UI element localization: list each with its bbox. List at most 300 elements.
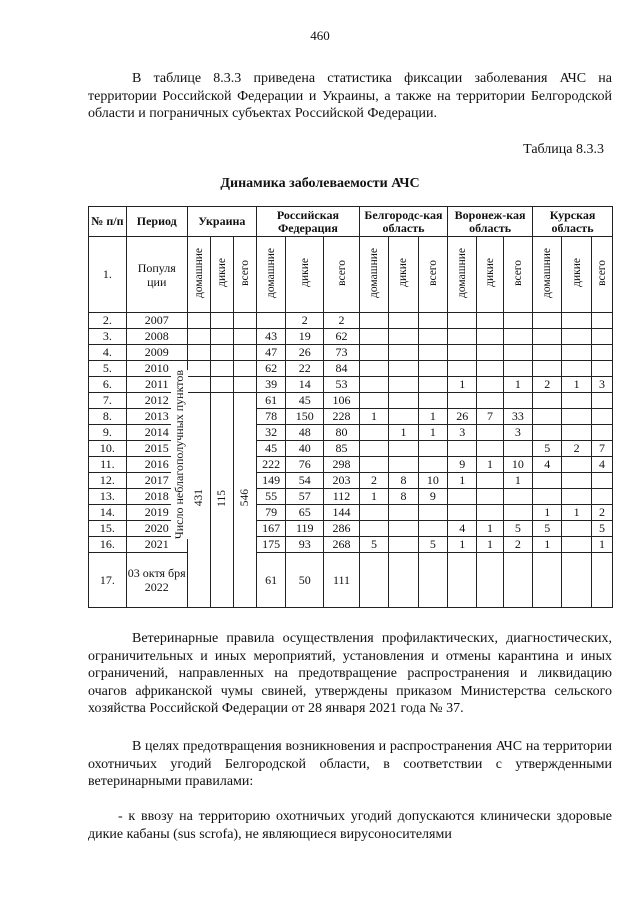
header-num: № п/п <box>89 207 127 237</box>
table-cell: 73 <box>324 345 360 361</box>
table-cell: 298 <box>324 457 360 473</box>
table-cell: 1 <box>477 457 503 473</box>
table-cell: 2 <box>359 473 388 489</box>
table-cell: 2 <box>286 313 324 329</box>
table-cell: 1 <box>562 377 591 393</box>
table-cell: 85 <box>324 441 360 457</box>
category-label: всего <box>335 259 348 286</box>
table-cell <box>210 345 233 361</box>
row-num: 4. <box>89 345 127 361</box>
table-cell <box>210 313 233 329</box>
header-belgorod: Белгородс-кая область <box>359 207 447 237</box>
table-cell <box>533 329 562 345</box>
table-row <box>89 505 613 521</box>
table-cell: 3 <box>591 377 612 393</box>
table-cell <box>359 313 388 329</box>
table-cell: 78 <box>256 409 285 425</box>
table-cell <box>477 393 503 409</box>
table-cell: 5 <box>591 521 612 537</box>
table-cell <box>477 313 503 329</box>
table-cell: 45 <box>256 441 285 457</box>
row-period: 2008 <box>126 329 187 345</box>
table-cell: 26 <box>448 409 477 425</box>
table-cell: 3 <box>503 425 532 441</box>
category-label: всего <box>511 259 524 286</box>
table-cell <box>562 425 591 441</box>
row-period: 2009 <box>126 345 187 361</box>
header-voronezh-total <box>503 237 532 313</box>
table-cell <box>448 553 477 608</box>
header-period: Период <box>126 207 187 237</box>
table-cell <box>359 425 388 441</box>
table-cell: 5 <box>503 521 532 537</box>
table-cell: 2 <box>503 537 532 553</box>
table-cell <box>389 345 418 361</box>
table-row <box>89 409 613 425</box>
table-cell: 80 <box>324 425 360 441</box>
row-period: 2016 <box>126 457 187 473</box>
header-kursk: Курская область <box>533 207 613 237</box>
table-cell: 47 <box>256 345 285 361</box>
table-row <box>89 377 613 393</box>
table-row <box>89 537 613 553</box>
table-cell: 53 <box>324 377 360 393</box>
category-label: дикие <box>298 258 311 287</box>
table-row <box>89 345 613 361</box>
table-cell <box>591 473 612 489</box>
table-cell <box>418 441 447 457</box>
table-cell: 1 <box>591 537 612 553</box>
table-cell: 3 <box>448 425 477 441</box>
row-num: 17. <box>89 553 127 608</box>
table-cell <box>233 345 256 361</box>
table-cell <box>477 345 503 361</box>
row-period: 2011 <box>126 377 187 393</box>
header-belgorod-domestic <box>359 237 388 313</box>
header-kursk-domestic <box>533 237 562 313</box>
table-cell <box>503 441 532 457</box>
row-period: 2018 <box>126 489 187 505</box>
row-num: 6. <box>89 377 127 393</box>
table-cell <box>562 521 591 537</box>
table-cell: 45 <box>286 393 324 409</box>
row-num: 9. <box>89 425 127 441</box>
table-cell: 5 <box>533 521 562 537</box>
table-cell <box>418 361 447 377</box>
ukraine-merged-domestic <box>187 393 210 608</box>
table-cell <box>448 313 477 329</box>
table-cell <box>477 329 503 345</box>
row1-num: 1. <box>89 237 127 313</box>
table-cell <box>418 553 447 608</box>
table-cell: 119 <box>286 521 324 537</box>
table-cell <box>418 393 447 409</box>
row-period: 2013 <box>126 409 187 425</box>
table-cell: 40 <box>286 441 324 457</box>
table-cell: 228 <box>324 409 360 425</box>
table-cell <box>533 345 562 361</box>
table-cell: 62 <box>256 361 285 377</box>
table-cell: 112 <box>324 489 360 505</box>
table-cell <box>562 473 591 489</box>
table-cell: 79 <box>256 505 285 521</box>
table-cell: 8 <box>389 489 418 505</box>
table-cell <box>503 345 532 361</box>
table-cell: 5 <box>359 537 388 553</box>
table-cell <box>418 329 447 345</box>
table-cell: 9 <box>448 457 477 473</box>
table-cell: 39 <box>256 377 285 393</box>
row-num: 15. <box>89 521 127 537</box>
table-cell <box>562 393 591 409</box>
table-cell: 1 <box>448 377 477 393</box>
table-cell <box>187 313 210 329</box>
table-cell <box>448 361 477 377</box>
header-ukraine-domestic <box>187 237 210 313</box>
table-cell <box>359 345 388 361</box>
header-russia-total <box>324 237 360 313</box>
table-cell <box>533 361 562 377</box>
table-cell <box>562 409 591 425</box>
table-cell: 2 <box>533 377 562 393</box>
table-cell <box>562 457 591 473</box>
table-row <box>89 489 613 505</box>
row-num: 7. <box>89 393 127 409</box>
row1-period: Популя ции <box>126 237 187 313</box>
table-row <box>89 441 613 457</box>
category-label: домашние <box>368 247 381 298</box>
table-cell <box>418 313 447 329</box>
table-cell <box>591 409 612 425</box>
table-cell: 8 <box>389 473 418 489</box>
table-cell <box>503 489 532 505</box>
table-cell: 268 <box>324 537 360 553</box>
table-cell <box>533 425 562 441</box>
category-label: дикие <box>570 258 583 287</box>
table-cell <box>389 409 418 425</box>
category-label: дикие <box>484 258 497 287</box>
table-cell <box>562 313 591 329</box>
table-cell <box>448 505 477 521</box>
table-cell: 2 <box>324 313 360 329</box>
table-cell: 2 <box>562 441 591 457</box>
table-row <box>89 473 613 489</box>
table-cell: 1 <box>359 409 388 425</box>
table-cell: 4 <box>448 521 477 537</box>
table-cell: 111 <box>324 553 360 608</box>
table-cell <box>503 505 532 521</box>
row-period: 2020 <box>126 521 187 537</box>
header-voronezh-wild <box>477 237 503 313</box>
paragraph-import-rule: - к ввозу на территорию охотничьих угодий допускаются клинически здоровые дикие кабаны (sus scrofa), не являющиеся вирусоносителями <box>88 809 612 842</box>
table-cell: 1 <box>533 537 562 553</box>
table-cell <box>591 393 612 409</box>
table-cell: 48 <box>286 425 324 441</box>
row-period: 2007 <box>126 313 187 329</box>
row-num: 10. <box>89 441 127 457</box>
row-num: 2. <box>89 313 127 329</box>
table-cell <box>477 377 503 393</box>
table-cell: 1 <box>503 473 532 489</box>
table-cell <box>210 377 233 393</box>
table-cell <box>418 345 447 361</box>
table-cell <box>503 553 532 608</box>
table-row <box>89 329 613 345</box>
table-cell <box>503 361 532 377</box>
category-label: дикие <box>215 258 228 287</box>
table-cell <box>503 313 532 329</box>
table-cell: 55 <box>256 489 285 505</box>
table-cell: 1 <box>448 473 477 489</box>
table-cell <box>210 361 233 377</box>
row-period: 03 октя бря 2022 <box>126 553 187 608</box>
table-cell <box>187 377 210 393</box>
table-cell <box>187 345 210 361</box>
table-cell <box>187 361 210 377</box>
table-cell: 93 <box>286 537 324 553</box>
category-label: домашние <box>541 247 554 298</box>
intro-paragraph: В таблице 8.3.3 приведена статистика фиксации заболевания АЧС на территории Российской Федерации и Украины, а также на территории Белгородской области и пограничных субъектах Российской Федерации. <box>88 71 612 121</box>
table-cell: 1 <box>418 409 447 425</box>
table-cell <box>418 521 447 537</box>
table-cell <box>359 361 388 377</box>
table-cell <box>533 473 562 489</box>
table-cell: 19 <box>286 329 324 345</box>
table-cell <box>359 393 388 409</box>
table-cell: 61 <box>256 553 285 608</box>
table-cell <box>389 393 418 409</box>
row-num: 14. <box>89 505 127 521</box>
table-cell: 144 <box>324 505 360 521</box>
category-label: всего <box>238 259 251 286</box>
table-cell: 1 <box>477 521 503 537</box>
table-cell <box>562 329 591 345</box>
table-cell <box>591 345 612 361</box>
table-cell <box>389 329 418 345</box>
header-voronezh-domestic <box>448 237 477 313</box>
category-label: домашние <box>265 247 278 298</box>
table-cell: 84 <box>324 361 360 377</box>
header-voronezh: Воронеж-кая область <box>448 207 533 237</box>
table-cell <box>210 329 233 345</box>
table-cell: 61 <box>256 393 285 409</box>
table-cell <box>533 489 562 505</box>
table-cell: 1 <box>477 537 503 553</box>
table-cell <box>389 505 418 521</box>
table-row <box>89 361 613 377</box>
header-russia-wild <box>286 237 324 313</box>
table-cell <box>233 361 256 377</box>
table-cell <box>477 425 503 441</box>
table-cell: 62 <box>324 329 360 345</box>
row-period: 2015 <box>126 441 187 457</box>
table-cell <box>477 505 503 521</box>
table-cell: 4 <box>533 457 562 473</box>
table-cell: 203 <box>324 473 360 489</box>
category-label: всего <box>426 259 439 286</box>
table-cell <box>389 377 418 393</box>
table-cell: 57 <box>286 489 324 505</box>
header-belgorod-wild <box>389 237 418 313</box>
table-cell <box>533 409 562 425</box>
table-cell <box>591 329 612 345</box>
row-num: 5. <box>89 361 127 377</box>
table-cell <box>389 441 418 457</box>
table-cell <box>591 553 612 608</box>
table-cell <box>591 361 612 377</box>
category-label: домашние <box>456 247 469 298</box>
table-cell <box>359 505 388 521</box>
table-title: Динамика заболеваемости АЧС <box>220 176 420 191</box>
table-cell <box>477 553 503 608</box>
header-kursk-total <box>591 237 612 313</box>
table-cell: 5 <box>418 537 447 553</box>
row-num: 12. <box>89 473 127 489</box>
table-cell: 106 <box>324 393 360 409</box>
table-cell: 1 <box>562 505 591 521</box>
table-cell: 1 <box>448 537 477 553</box>
table-cell <box>562 553 591 608</box>
header-row-regions <box>89 207 613 237</box>
row-period: 2012 <box>126 393 187 409</box>
table-cell: 1 <box>533 505 562 521</box>
table-cell <box>233 377 256 393</box>
table-cell <box>477 489 503 505</box>
table-cell <box>418 457 447 473</box>
table-cell: 7 <box>477 409 503 425</box>
table-cell <box>448 441 477 457</box>
page-number: 460 <box>310 28 330 43</box>
category-label: всего <box>595 259 608 286</box>
table-cell <box>562 537 591 553</box>
row-period: 2014 <box>126 425 187 441</box>
table-cell: 1 <box>389 425 418 441</box>
table-cell: 10 <box>418 473 447 489</box>
header-ukraine-total <box>233 237 256 313</box>
table-cell <box>477 361 503 377</box>
table-cell <box>389 361 418 377</box>
table-cell: 7 <box>591 441 612 457</box>
table-cell <box>389 537 418 553</box>
row-num: 16. <box>89 537 127 553</box>
table-row <box>89 521 613 537</box>
table-cell <box>448 393 477 409</box>
table-cell <box>418 505 447 521</box>
table-cell <box>389 457 418 473</box>
table-cell <box>562 489 591 505</box>
paragraph-prevention: В целях предотвращения возникновения и распространения АЧС на территории охотничьих угодий Белгородской области, в соответствии с утвержденными ветеринарными правилами: <box>88 739 612 789</box>
table-cell <box>233 313 256 329</box>
table-cell: 65 <box>286 505 324 521</box>
table-cell <box>503 393 532 409</box>
table-cell <box>591 489 612 505</box>
table-cell: 76 <box>286 457 324 473</box>
table-cell: 50 <box>286 553 324 608</box>
table-cell: 1 <box>418 425 447 441</box>
header-row-categories <box>89 237 613 313</box>
table-label: Таблица 8.3.3 <box>523 142 604 157</box>
table-cell: 54 <box>286 473 324 489</box>
table-cell: 14 <box>286 377 324 393</box>
category-label: дикие <box>397 258 410 287</box>
table-cell <box>187 329 210 345</box>
ukraine-merged-total <box>233 393 256 608</box>
table-cell <box>359 553 388 608</box>
table-cell <box>533 313 562 329</box>
table-cell: 167 <box>256 521 285 537</box>
table-cell <box>389 521 418 537</box>
table-cell <box>359 377 388 393</box>
table-cell <box>359 521 388 537</box>
table-cell: 22 <box>286 361 324 377</box>
table-cell: 150 <box>286 409 324 425</box>
table-cell <box>503 329 532 345</box>
header-russia: Российская Федерация <box>256 207 359 237</box>
header-russia-domestic <box>256 237 285 313</box>
vertical-label-outbreak-points: Число неблагополучных пунктов <box>172 370 186 540</box>
table-cell <box>533 553 562 608</box>
table-cell: 5 <box>533 441 562 457</box>
header-ukraine: Украина <box>187 207 256 237</box>
table-row <box>89 553 613 608</box>
morbidity-table <box>88 206 613 608</box>
row-num: 8. <box>89 409 127 425</box>
table-cell <box>477 441 503 457</box>
table-row <box>89 313 613 329</box>
table-cell <box>256 313 285 329</box>
table-cell <box>359 441 388 457</box>
table-cell: 26 <box>286 345 324 361</box>
table-cell <box>562 361 591 377</box>
header-kursk-wild <box>562 237 591 313</box>
ukraine-merged-wild <box>210 393 233 608</box>
ukraine-merged-value: 431 <box>192 489 205 507</box>
table-cell: 9 <box>418 489 447 505</box>
header-belgorod-total <box>418 237 447 313</box>
row-num: 11. <box>89 457 127 473</box>
ukraine-merged-value: 115 <box>215 489 228 507</box>
table-row <box>89 425 613 441</box>
row-period: 2017 <box>126 473 187 489</box>
table-cell <box>448 489 477 505</box>
paragraph-vet-rules: Ветеринарные правила осуществления профилактических, диагностических, ограничительных и иных мероприятий, установления и отмены карантина и иных ограничений, направленных на предотвращение распространения и ликвидацию очагов африканской чумы свиней, утверждены приказом Министерства сельского хозяйства Российской Федерации от 28 января 2021 года № 37. <box>88 631 612 716</box>
table-row <box>89 457 613 473</box>
table-cell <box>233 329 256 345</box>
table-cell: 10 <box>503 457 532 473</box>
table-cell <box>562 345 591 361</box>
table-cell: 2 <box>591 505 612 521</box>
header-ukraine-wild <box>210 237 233 313</box>
table-cell <box>359 457 388 473</box>
table-cell <box>448 329 477 345</box>
ukraine-merged-value: 546 <box>238 489 251 507</box>
table-cell <box>591 425 612 441</box>
table-cell <box>477 473 503 489</box>
table-cell <box>418 377 447 393</box>
table-cell <box>533 393 562 409</box>
table-cell: 1 <box>359 489 388 505</box>
table-cell <box>591 313 612 329</box>
table-cell: 33 <box>503 409 532 425</box>
table-cell: 222 <box>256 457 285 473</box>
category-label: домашние <box>192 247 205 298</box>
table-cell: 43 <box>256 329 285 345</box>
row-period: 2019 <box>126 505 187 521</box>
row-num: 13. <box>89 489 127 505</box>
table-row <box>89 393 613 409</box>
table-cell <box>389 313 418 329</box>
table-cell: 286 <box>324 521 360 537</box>
